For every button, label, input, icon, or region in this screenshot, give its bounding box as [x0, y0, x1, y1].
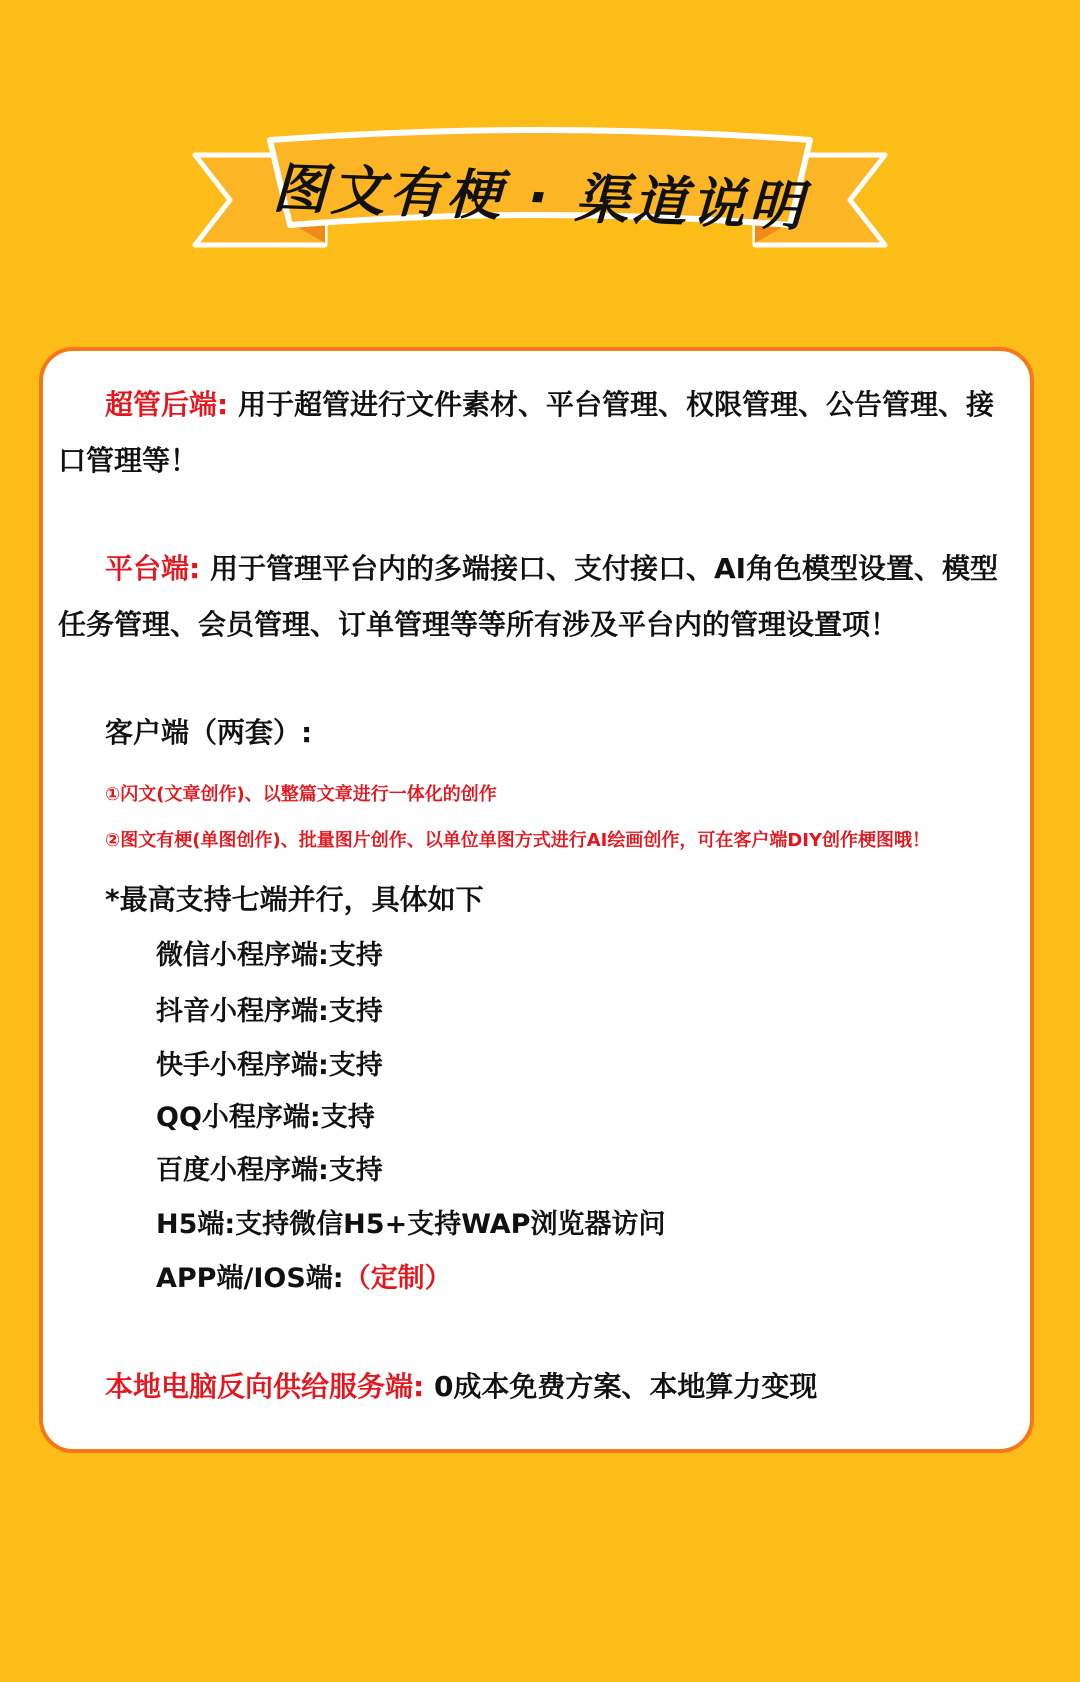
platform-label: 平台端:	[105, 552, 201, 585]
list-item: 快手小程序端:支持	[156, 1050, 383, 1081]
platform-text: 用于管理平台内的多端接口、支付接口、AI角色模型设置、模型任务管理、会员管理、订单管理等等所有涉及平台内的管理设置项！	[58, 552, 999, 641]
client-label: 客户端（两套）:	[105, 716, 313, 749]
client-note-2: ②图文有梗(单图创作)、批量图片创作、以单位单图方式进行AI绘画创作，可在客户端DIY创作梗图哦！	[105, 830, 930, 851]
list-item: H5端:支持微信H5+支持WAP浏览器访问	[156, 1209, 666, 1240]
list-item: QQ小程序端:支持	[156, 1102, 375, 1133]
support-title: *最高支持七端并行，具体如下	[105, 883, 484, 916]
super-admin-text: 用于超管进行文件素材、平台管理、权限管理、公告管理、接口管理等！	[58, 388, 994, 477]
local-label: 本地电脑反向供给服务端:	[105, 1370, 425, 1403]
client-note-1: ①闪文(文章创作)、以整篇文章进行一体化的创作	[105, 784, 497, 805]
info-card	[39, 347, 1034, 1453]
list-item: 百度小程序端:支持	[156, 1155, 383, 1186]
list-item: APP端/IOS端:（定制）	[156, 1263, 452, 1294]
super-admin-section	[58, 377, 1018, 489]
local-section	[105, 1365, 817, 1405]
list-item: 微信小程序端:支持	[156, 940, 383, 971]
platform-section	[58, 541, 1018, 653]
list-item: 抖音小程序端:支持	[156, 996, 383, 1027]
local-text: 0成本免费方案、本地算力变现	[433, 1370, 818, 1403]
super-admin-label: 超管后端:	[105, 388, 229, 421]
page-title: 图文有梗 · 渠道说明	[271, 156, 808, 238]
